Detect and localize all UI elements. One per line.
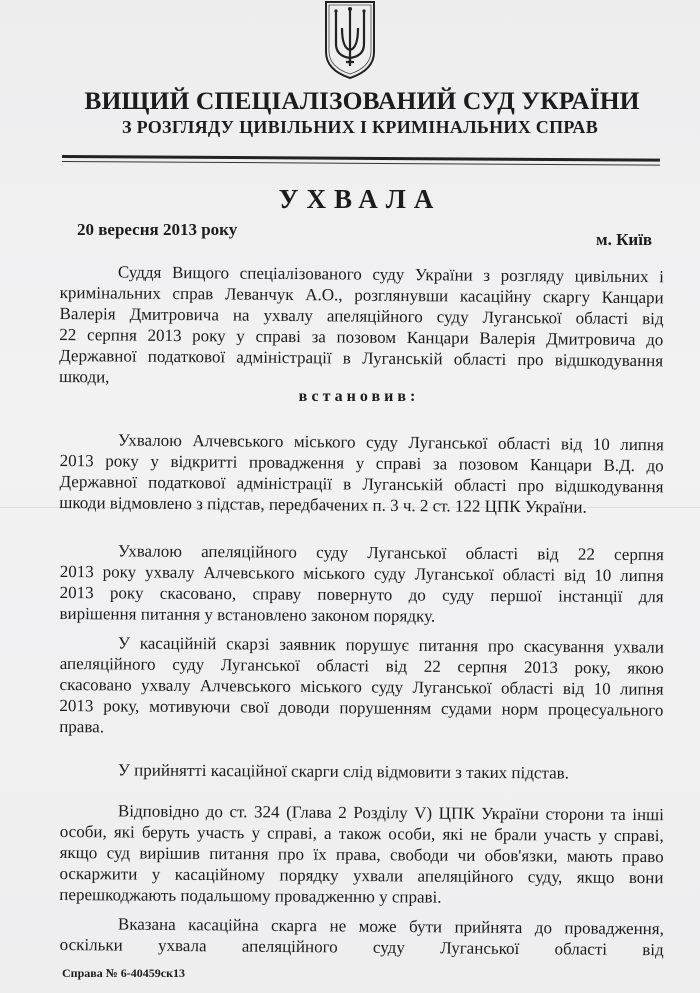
intro-paragraph <box>59 261 664 392</box>
paragraph-line: У касаційній скарзі заявник порушує питання про скасування ухвали <box>117 633 664 657</box>
paragraph-line: Валерія Дмитровича на ухвалу апеляційного суду Луганської області від <box>59 303 664 329</box>
paragraph-line: Відповідно до ст. 324 (Глава 2 Розділу V) ЦПК України сторони та інші <box>117 801 664 825</box>
paragraph-line: оскільки ухвала апеляційного суду Луганської області від <box>59 934 664 960</box>
paragraph-line: 2013 року ухвалу Алчевського міського суду Луганської області від 10 липня <box>59 561 664 586</box>
paragraph-line: оскаржити у касаційному порядку ухвали апеляційного суду, якщо вони <box>59 863 664 888</box>
paragraph-line: якщо суд вирішив питання про їх права, свободи чи обов'язки, мають право <box>59 842 664 867</box>
paragraph-line: права. <box>59 716 105 737</box>
case-number: Справа № 6-40459ск13 <box>62 966 186 980</box>
paper-fold-line <box>0 507 700 508</box>
paragraph-line: Ухвалою апеляційного суду Луганської області від 22 серпня <box>117 541 664 565</box>
paragraph-first-instance <box>59 429 664 518</box>
paragraph-legal-basis <box>59 800 664 909</box>
established-heading: встановив: <box>298 388 420 405</box>
paragraph-line: особи, які беруть участь у справі, а також особи, які не брали участь у справі, <box>59 821 664 846</box>
paragraph-line: вирішення питання у встановлено законом порядку. <box>59 603 436 626</box>
paragraph-conclusion <box>60 913 664 960</box>
paragraph-line: 22 серпня 2013 року у справі за позовом Канцари Валерія Дмитровича до <box>59 324 664 350</box>
paragraph-cassation-complaint <box>59 632 664 742</box>
ruling-date: 20 вересня 2013 року <box>77 220 238 239</box>
paragraph-line: Ухвалою Алчевського міського суду Луганської області від 10 липня <box>117 430 664 455</box>
paragraph-line: перешкоджають подальшому провадженню у справі. <box>59 884 442 907</box>
trident-coat-of-arms-icon <box>322 0 378 80</box>
paragraph-line: шкоди відмовлено з підстав, передбачених п. 3 ч. 2 ст. 122 ЦПК України. <box>59 492 587 517</box>
paragraph-line: кримінальних справ Леванчук А.О., розглянувши касаційну скаргу Канцари <box>59 282 664 308</box>
paragraph-refusal <box>60 759 664 784</box>
paragraph-line: 2013 року, мотивуючи свої доводи порушенням судами норм процесуального <box>59 695 664 720</box>
court-name-line2: З РОЗГЛЯДУ ЦИВІЛЬНИХ І КРИМІНАЛЬНИХ СПРАВ <box>121 117 599 137</box>
paragraph-line: скасовано ухвалу Алчевського міського суду Луганської області від 10 липня <box>59 674 664 699</box>
paragraph-line: У прийнятті касаційної скарги слід відмовити з таких підстав. <box>117 760 569 783</box>
paragraph-line: Суддя Вищого спеціалізованого суду України з розгляду цивільних і <box>117 262 664 287</box>
court-name-line1: ВИЩИЙ СПЕЦІАЛІЗОВАНИЙ СУД УКРАЇНИ <box>84 86 640 115</box>
paragraph-appeal <box>59 540 664 628</box>
header-divider-thin <box>62 161 660 166</box>
paragraph-line: Державної податкової адміністрації в Луганській області про відшкодування <box>59 345 664 371</box>
paragraph-line: 2013 року у відкритті провадження у справі за позовом Канцари В.Д. до <box>59 450 664 476</box>
ruling-city: м. Київ <box>596 230 653 249</box>
paragraph-line: апеляційного суду Луганської області від 22 серпня 2013 року, якою <box>59 653 664 678</box>
paragraph-line: Вказана касаційна скарга не може бути прийнята до провадження, <box>117 914 664 939</box>
paragraph-line: Державної податкової адміністрації в Луганській області про відшкодування <box>59 471 664 497</box>
paragraph-line: 2013 року скасовано, справу повернуто до суду першої інстанції для <box>59 582 664 607</box>
document-title: УХВАЛА <box>278 184 442 214</box>
paragraph-line: шкоди, <box>58 366 110 387</box>
